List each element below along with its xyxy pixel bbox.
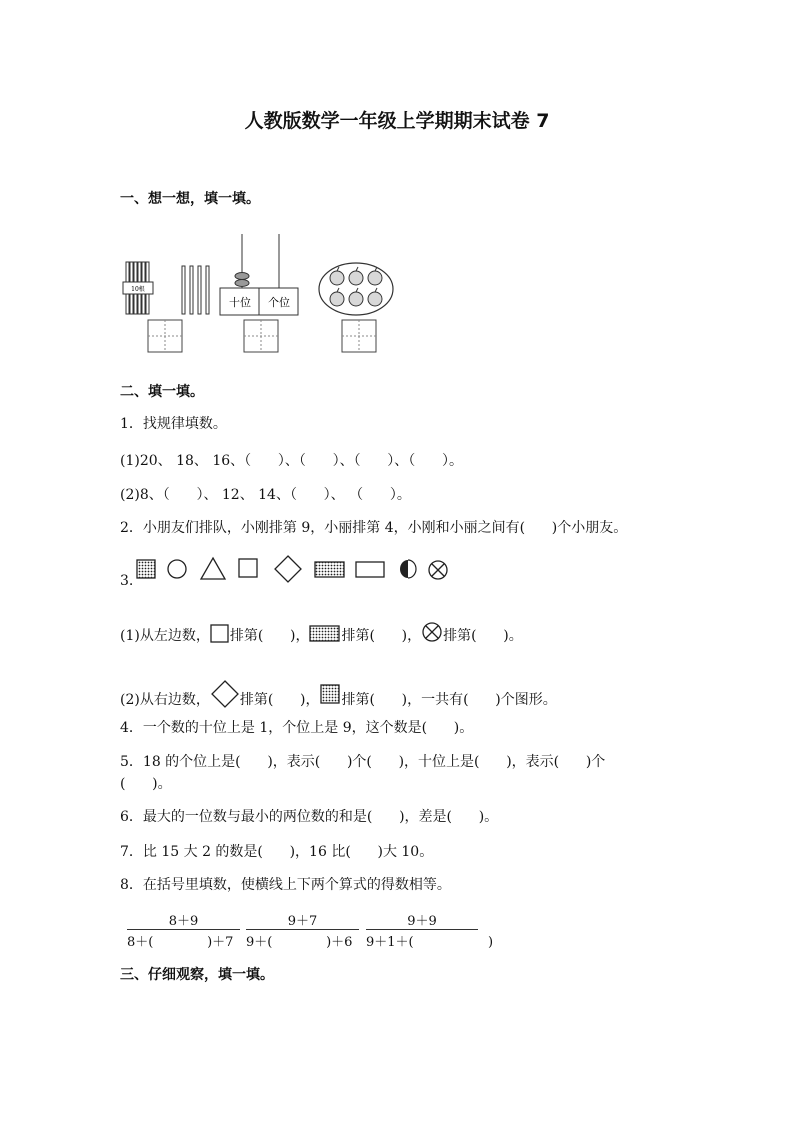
section-1-figures: [115, 228, 425, 358]
equation-2: [246, 910, 359, 950]
stick-bundle-icon: [123, 262, 153, 314]
question-1-part-1: (1)20、 18、 16、（ ）、（ ）、（ ）、（ ）。: [120, 453, 463, 469]
section-2-heading: 二、填一填。: [120, 384, 204, 400]
q3a-part-3: 排第( )。: [443, 628, 523, 644]
question-3-part-2: [120, 680, 557, 710]
rectangle-icon: [356, 562, 384, 577]
square-icon: [210, 624, 230, 644]
triangle-icon: [201, 558, 225, 579]
section-3-heading: 三、仔细观察，填一填。: [120, 967, 274, 983]
equation-2-bottom: 9＋( )＋6: [246, 935, 353, 950]
question-1: 1．找规律填数。: [120, 416, 227, 432]
dotted-square-icon: [137, 560, 155, 578]
equation-1-bottom: 8＋( )＋7: [127, 935, 234, 950]
question-7: 7．比 15 大 2 的数是( )，16 比( )大 10。: [120, 844, 434, 860]
abacus-icon: [220, 234, 298, 315]
equation-3: [366, 910, 494, 950]
question-6: 6．最大的一位数与最小的两位数的和是( )，差是( )。: [120, 809, 499, 825]
bundle-label: 10根: [131, 286, 145, 293]
q3b-part-1: 排第( )，: [239, 692, 320, 708]
equation-3-top: 9＋9: [407, 914, 437, 929]
q3a-part-1: 排第( )，: [229, 628, 310, 644]
shape-sequence: [132, 555, 457, 587]
question-3-number: 3.: [120, 573, 134, 589]
dotted-rectangle-icon: [315, 562, 344, 577]
question-1-part-2: (2)8、（ ）、 12、 14、（ ）、 （ ）。: [120, 487, 411, 503]
crossed-circle-icon: [429, 561, 447, 579]
equation-1-line: [127, 929, 240, 930]
diamond-icon: [210, 680, 240, 710]
equation-3-bottom: 9＋1＋( ): [366, 935, 494, 950]
equation-3-line: [366, 929, 478, 930]
abacus-ones-label: 个位: [268, 296, 290, 309]
question-8: 8．在括号里填数，使横线上下两个算式的得数相等。: [120, 877, 451, 893]
diamond-icon: [275, 556, 301, 582]
equation-1-top: 8＋9: [168, 914, 199, 929]
question-4: 4．一个数的十位上是 1，个位上是 9，这个数是( )。: [120, 720, 474, 736]
equation-2-line: [246, 929, 359, 930]
crossed-circle-icon: [421, 622, 443, 644]
half-circle-icon: [400, 560, 416, 578]
page-title: 人教版数学一年级上学期期末试卷 7: [244, 110, 550, 132]
question-2: 2．小朋友们排队，小刚排第 9，小丽排第 4，小刚和小丽之间有( )个小朋友。: [120, 520, 628, 536]
equation-2-top: 9＋7: [287, 914, 318, 929]
section-1-heading: 一、想一想，填一填。: [120, 191, 260, 207]
equation-1: [127, 910, 240, 950]
circle-icon: [168, 560, 186, 578]
abacus-tens-label: 十位: [229, 296, 251, 309]
q3a-prefix: (1)从左边数，: [120, 628, 210, 644]
q3a-part-2: 排第( )，: [341, 628, 422, 644]
answer-box-3: [342, 320, 376, 352]
question-5-line-1: 5．18 的个位上是( )，表示( )个( )，十位上是( )，表示( )个: [120, 754, 606, 770]
answer-box-2: [244, 320, 278, 352]
question-3-part-1: [120, 622, 523, 645]
q3b-prefix: (2)从右边数，: [120, 692, 210, 708]
dotted-square-icon: [319, 684, 341, 706]
answer-box-1: [148, 320, 182, 352]
single-sticks-icon: [182, 266, 209, 314]
q3b-part-2: 排第( )，一共有( )个图形。: [341, 692, 557, 708]
dotted-rectangle-icon: [309, 624, 341, 644]
apples-icon: [319, 263, 393, 315]
question-5-line-2: ( )。: [120, 776, 172, 792]
square-icon: [239, 559, 257, 577]
